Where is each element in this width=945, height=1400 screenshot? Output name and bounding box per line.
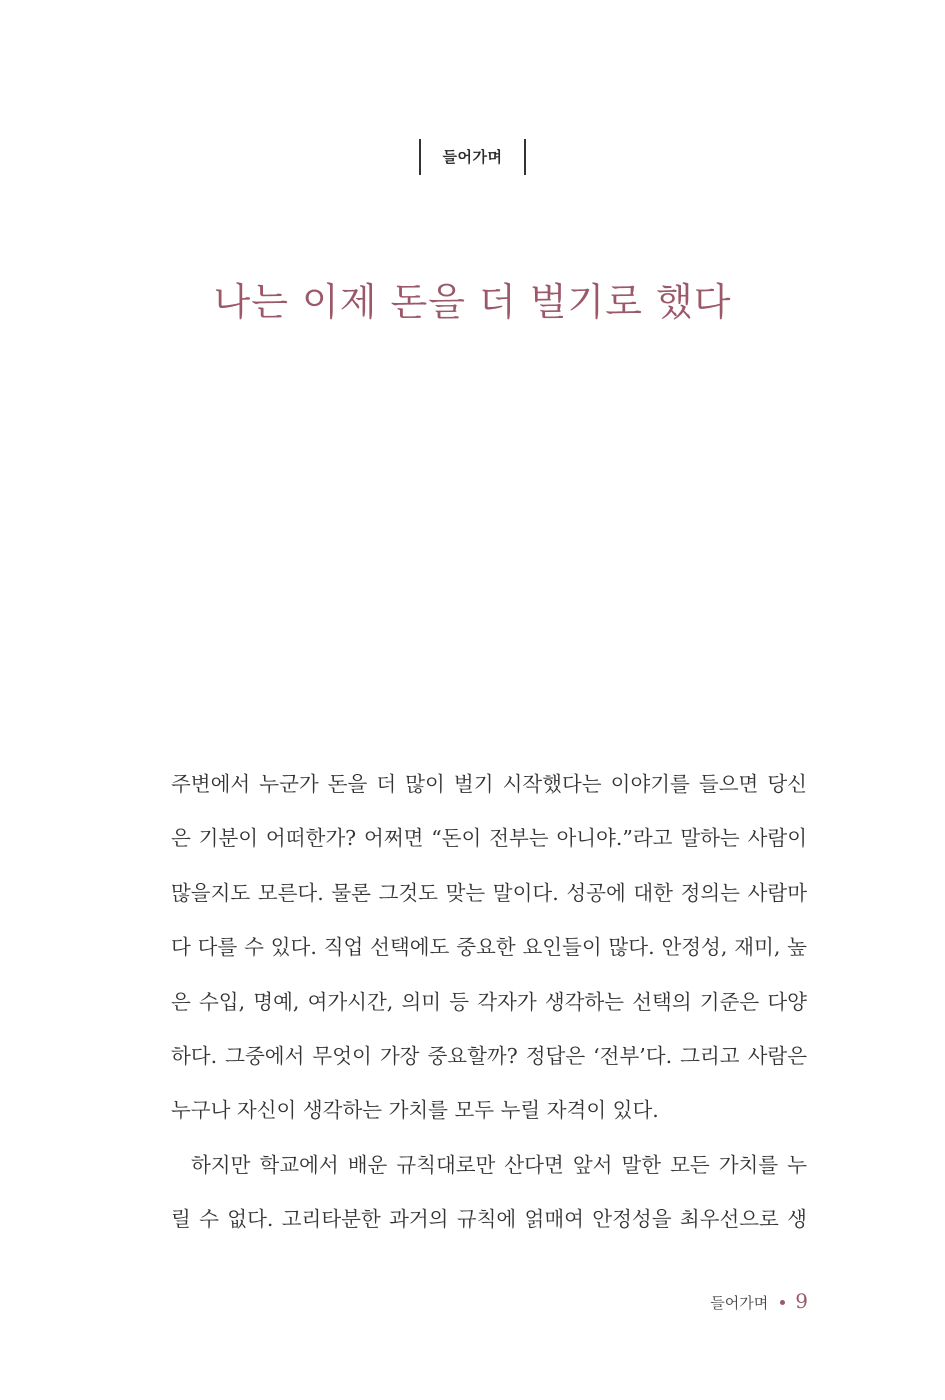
section-label — [0, 139, 945, 175]
body-line: 하지만 학교에서 배운 규칙대로만 산다면 앞서 말한 모든 가치를 누 — [191, 1152, 807, 1177]
body-line: 많을지도 모른다. 물론 그것도 맞는 말이다. 성공에 대한 정의는 사람마 — [171, 880, 807, 905]
body-text — [171, 757, 807, 1247]
footer-dot-separator — [780, 1300, 785, 1305]
section-label-box — [419, 139, 527, 175]
body-line: 하다. 그중에서 무엇이 가장 중요할까? 정답은 ‘전부’다. 그리고 사람은 — [171, 1043, 807, 1068]
section-label-text: 들어가며 — [442, 148, 503, 166]
section-label-right-bar — [524, 139, 526, 175]
chapter-title: 나는 이제 돈을 더 벌기로 했다 — [213, 280, 732, 324]
body-line: 은 기분이 어떠한가? 어쩌면 “돈이 전부는 아니야.”라고 말하는 사람이 — [171, 826, 807, 851]
body-line: 은 수입, 명예, 여가시간, 의미 등 각자가 생각하는 선택의 기준은 다양 — [171, 989, 807, 1014]
body-line: 다 다를 수 있다. 직업 선택에도 중요한 요인들이 많다. 안정성, 재미, 높 — [171, 935, 807, 960]
body-line: 릴 수 없다. 고리타분한 과거의 규칙에 얽매여 안정성을 최우선으로 생 — [171, 1207, 807, 1232]
page-footer — [710, 1286, 808, 1316]
body-line: 주변에서 누군가 돈을 더 많이 벌기 시작했다는 이야기를 들으면 당신 — [171, 772, 807, 796]
running-title: 들어가며 — [710, 1294, 769, 1312]
section-label-left-bar — [419, 139, 421, 175]
body-line: 누구나 자신이 생각하는 가치를 모두 누릴 자격이 있다. — [171, 1098, 659, 1123]
page-number: 9 — [795, 1289, 808, 1313]
